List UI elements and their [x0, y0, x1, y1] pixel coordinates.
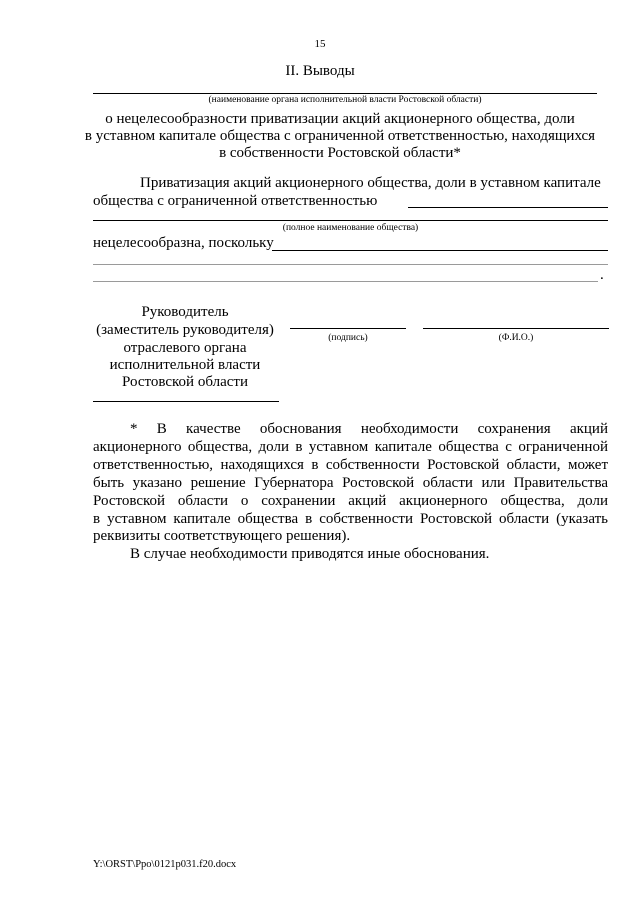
page-number: 15	[314, 38, 326, 50]
signature-caption: (подпись)	[328, 333, 368, 343]
footnote-line-4: быть указано решение Губернатора Ростовской области или Правительства	[93, 475, 608, 491]
footnote-line-3: ответственностью, находящихся в собственности Ростовской области, может	[93, 457, 608, 473]
company-name-line-1	[408, 207, 608, 208]
footnote-line-6: в уставном капитале общества в собственности Ростовской области (указать	[93, 511, 608, 527]
signer-line-2: (заместитель руководителя)	[96, 322, 274, 338]
section-title: II. Выводы	[285, 63, 355, 79]
signer-line-1: Руководитель	[141, 304, 229, 320]
company-caption: (полное наименование общества)	[282, 223, 419, 233]
signature-line	[290, 328, 406, 329]
reason-line-1	[272, 250, 608, 251]
footnote-line-7: реквизиты соответствующего решения).	[93, 528, 351, 544]
company-name-line-2	[93, 220, 608, 221]
signer-line-4: исполнительной власти	[109, 357, 261, 373]
signer-date-line	[93, 401, 279, 402]
fio-caption: (Ф.И.О.)	[498, 333, 534, 343]
conclusion-title-line-3: в собственности Ростовской области*	[219, 145, 461, 161]
footnote-line-5: Ростовской области о сохранении акций акционерного общества, доли	[93, 493, 608, 509]
reason-line-3	[93, 281, 598, 282]
other-reasons: В случае необходимости приводятся иные обоснования.	[130, 546, 490, 562]
file-path: Y:\ORST\Ppo\0121p031.f20.docx	[93, 859, 237, 870]
footnote-line-1: * В качестве обоснования необходимости сохранения акций	[130, 421, 608, 437]
conclusion-title-line-1: о нецелесообразности приватизации акций акционерного общества, доли	[105, 111, 575, 127]
fio-line	[423, 328, 609, 329]
reason-line-2	[93, 264, 608, 265]
organ-caption: (наименование органа исполнительной власти Ростовской области)	[208, 95, 482, 105]
footnote-line-2: акционерного общества, доли в уставном капитале общества с ограниченной	[93, 439, 608, 455]
signer-line-3: отраслевого органа	[123, 340, 247, 356]
signer-line-5: Ростовской области	[122, 374, 248, 390]
privatization-paragraph-line-2: общества с ограниченной ответственностью	[93, 193, 378, 209]
organ-name-line	[93, 93, 597, 94]
conclusion-title-line-2: в уставном капитале общества с ограниченной ответственностью, находящихся	[84, 128, 596, 144]
reason-period: .	[600, 267, 604, 283]
privatization-paragraph-line-1: Приватизация акций акционерного общества, доли в уставном капитале	[140, 175, 601, 191]
inexpedient-label: нецелесообразна, поскольку	[93, 235, 274, 251]
